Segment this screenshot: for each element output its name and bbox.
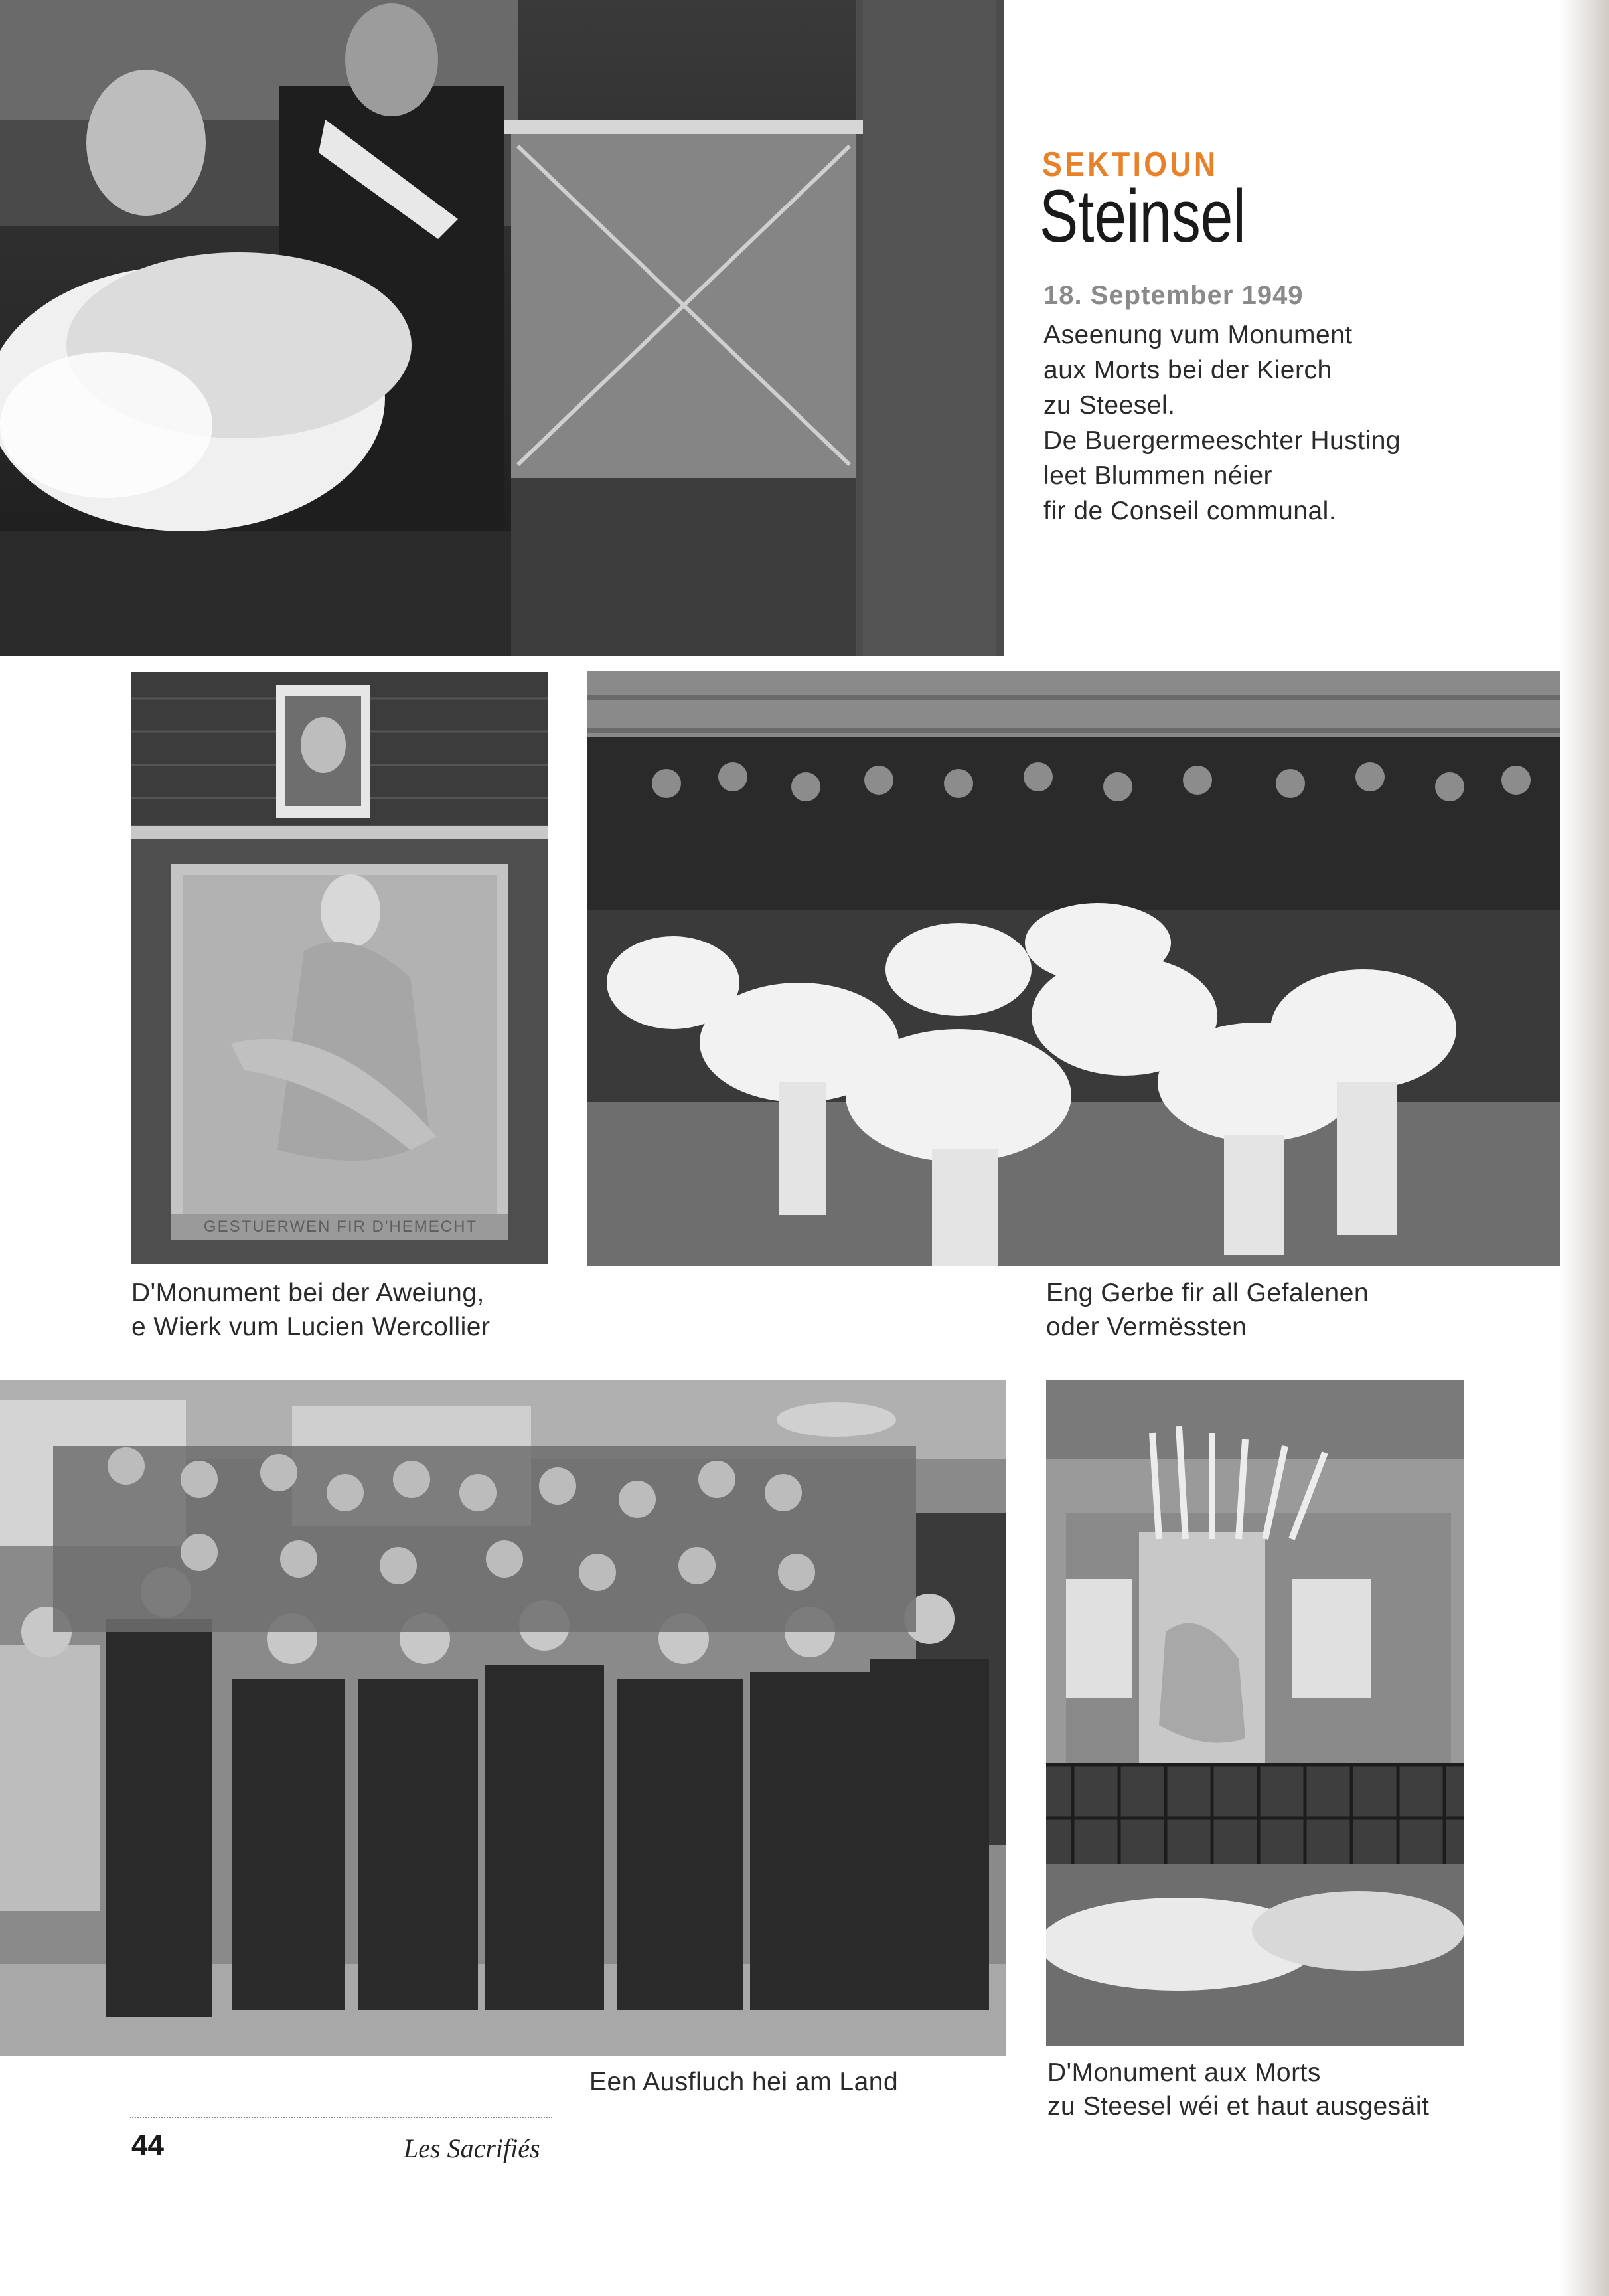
caption-line: zu Steesel wéi et haut ausgesäit bbox=[1047, 2092, 1430, 2121]
publication-title: Les Sacrifiés bbox=[404, 2133, 540, 2163]
intro-line: fir de Conseil communal. bbox=[1043, 497, 1337, 525]
photo-ceremony-1949 bbox=[0, 0, 1004, 656]
section-title: Steinsel bbox=[1039, 175, 1246, 258]
caption-line: Een Ausfluch hei am Land bbox=[589, 2068, 899, 2096]
caption-line: Eng Gerbe fir all Gefalenen bbox=[1046, 1279, 1369, 1307]
intro-text bbox=[1043, 317, 1508, 529]
page-number: 44 bbox=[131, 2129, 164, 2161]
intro-line: De Buergermeeschter Husting bbox=[1043, 426, 1401, 455]
photo-procession bbox=[587, 671, 1560, 1266]
intro-line: leet Blummen néier bbox=[1043, 461, 1272, 490]
intro-date: 18. September 1949 bbox=[1043, 281, 1304, 310]
caption-outing bbox=[589, 2065, 898, 2099]
page-edge bbox=[1560, 0, 1609, 2296]
monument-inscription: GESTUERWEN FIR D'HEMECHT bbox=[203, 1218, 478, 1236]
photo-monument-today bbox=[1046, 1380, 1464, 2046]
caption-procession bbox=[1046, 1276, 1369, 1344]
footer-rule bbox=[130, 2117, 552, 2118]
caption-line: oder Vermëssten bbox=[1046, 1313, 1247, 1341]
intro-line: zu Steesel. bbox=[1043, 391, 1176, 420]
section-kicker: SEKTIOUN bbox=[1042, 145, 1219, 184]
intro-line: Aseenung vum Monument bbox=[1043, 321, 1353, 349]
caption-monument-today bbox=[1047, 2056, 1429, 2123]
intro-line: aux Morts bei der Kierch bbox=[1043, 356, 1332, 384]
caption-line: e Wierk vum Lucien Wercollier bbox=[131, 1313, 491, 1341]
photo-group-outing bbox=[0, 1380, 1006, 2056]
caption-line: D'Monument bei der Aweiung, bbox=[131, 1279, 485, 1307]
caption-monument bbox=[131, 1276, 490, 1344]
caption-line: D'Monument aux Morts bbox=[1047, 2058, 1321, 2087]
photo-monument bbox=[131, 672, 548, 1264]
